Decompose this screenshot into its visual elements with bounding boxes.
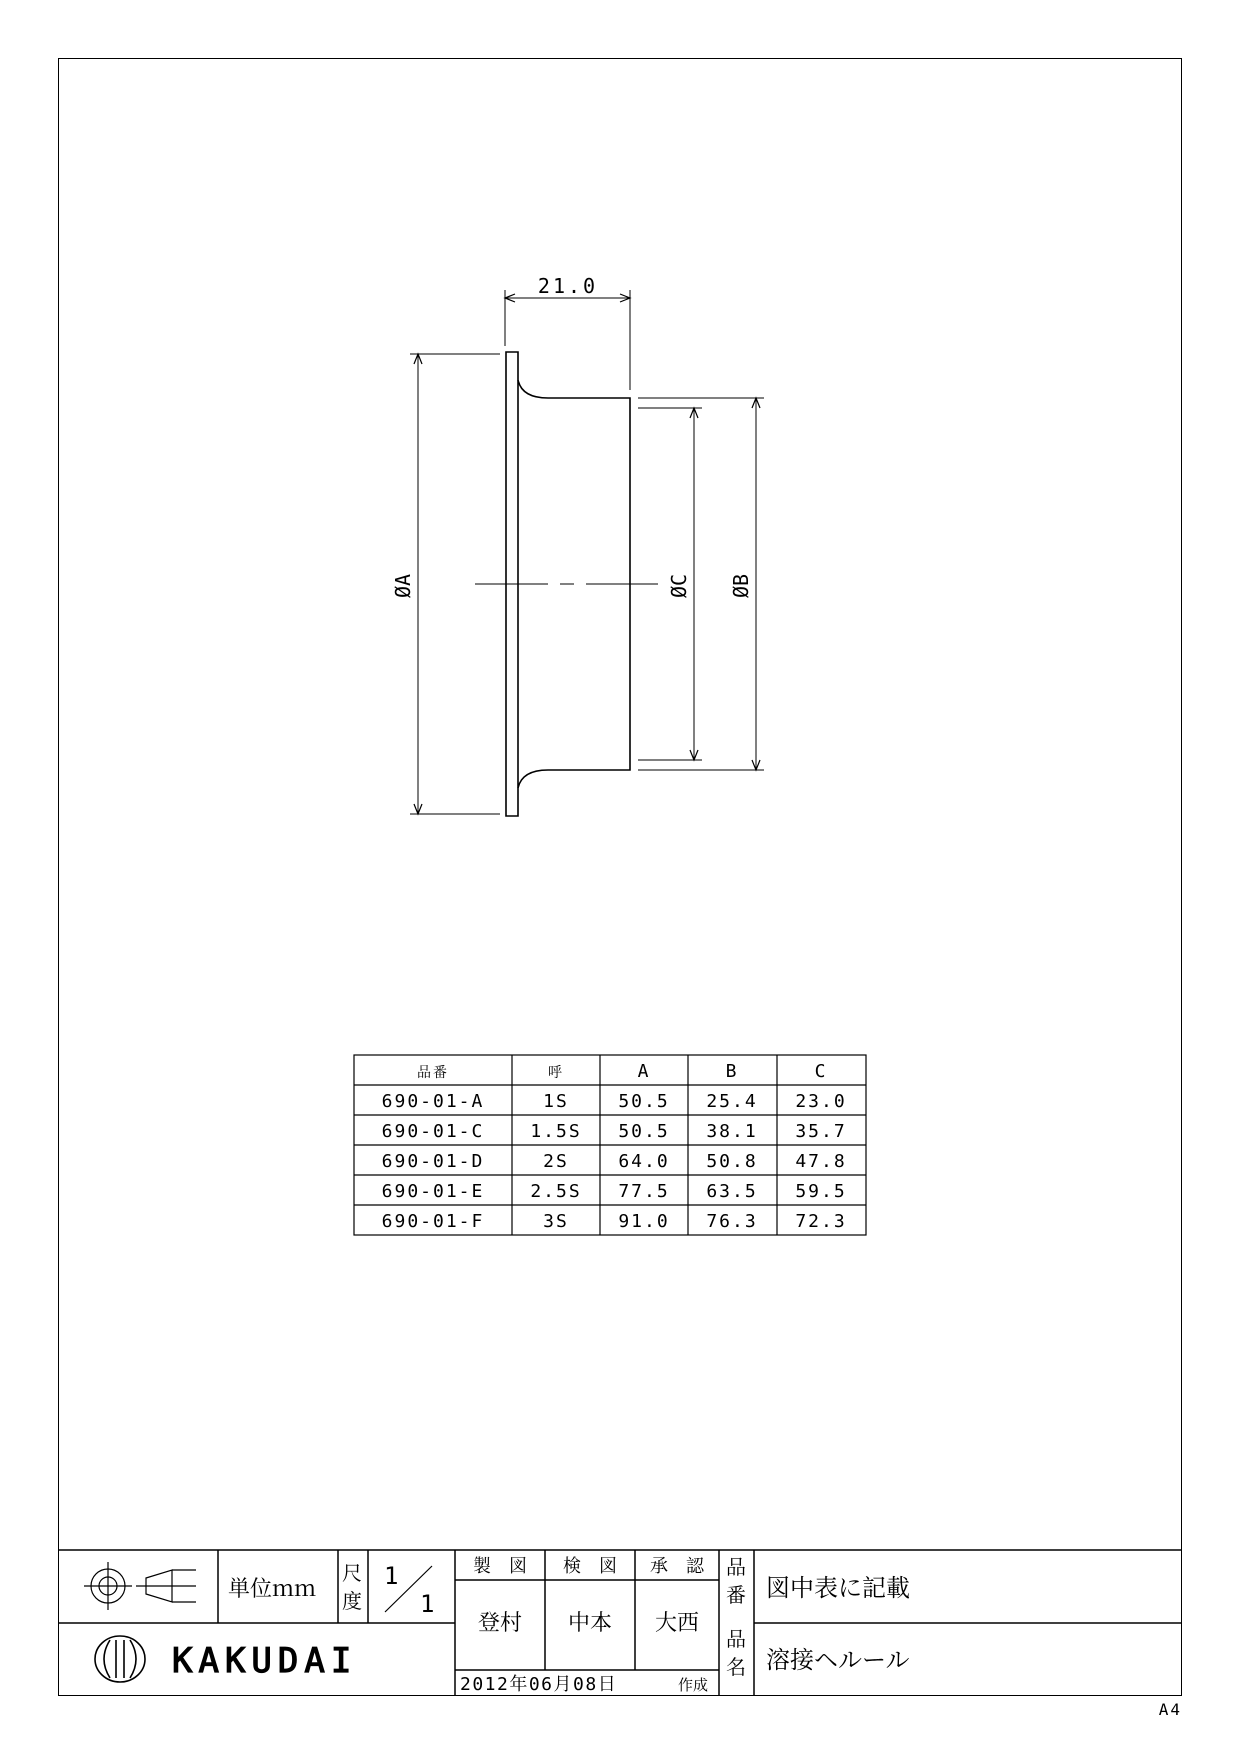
table-cell: 690-01-A (381, 1091, 485, 1112)
table-cell: 77.5 (618, 1181, 670, 1202)
part-no-label: 品 (726, 1555, 746, 1579)
part-no-label: 番 (726, 1583, 746, 1607)
table-cell: 23.0 (795, 1091, 847, 1112)
table-cell: 690-01-F (381, 1211, 485, 1232)
unit-label: 単位ｍｍ (228, 1577, 317, 1602)
table-cell: 64.0 (618, 1151, 670, 1172)
table-cell: 1S (543, 1091, 569, 1112)
part-no: 図中表に記載 (766, 1574, 910, 1602)
part-name-label: 品 (726, 1627, 746, 1651)
table-cell: 38.1 (706, 1121, 758, 1142)
dimension-label-b: ØB (729, 573, 753, 599)
dimension-label-c: ØC (667, 573, 691, 599)
table-cell: 2.5S (530, 1181, 582, 1202)
table-cell: 1.5S (530, 1121, 582, 1142)
dimension-label-a: ØA (391, 573, 415, 599)
table-header: 品番 (417, 1065, 449, 1081)
table-cell: 690-01-C (381, 1121, 485, 1142)
table-cell: 2S (543, 1151, 569, 1172)
table-header: 呼 (548, 1065, 564, 1081)
approved-by: 大西 (654, 1611, 700, 1636)
checked-by-label: 検 図 (563, 1556, 617, 1577)
table-cell: 76.3 (706, 1211, 758, 1232)
scale-denominator: 1 (420, 1590, 435, 1618)
part-name: 溶接ヘルール (766, 1646, 910, 1674)
table-cell: 25.4 (706, 1091, 758, 1112)
created-label: 作成 (678, 1676, 709, 1694)
date: 2012年06月08日 (460, 1674, 618, 1695)
table-cell: 50.5 (618, 1091, 670, 1112)
table-cell: 50.8 (706, 1151, 758, 1172)
table-cell: 35.7 (795, 1121, 847, 1142)
projection-symbol-icon (84, 1562, 196, 1610)
table-header: B (725, 1061, 739, 1082)
part-name-label: 名 (726, 1655, 746, 1679)
table-cell: 690-01-E (381, 1181, 485, 1202)
scale-numerator: 1 (384, 1562, 399, 1590)
checked-by: 中本 (567, 1611, 613, 1636)
table-cell: 59.5 (795, 1181, 847, 1202)
approved-by-label: 承 認 (650, 1556, 704, 1577)
sheet-size: A4 (1158, 1700, 1182, 1719)
company-logo-icon (95, 1636, 145, 1682)
drawn-by-label: 製 図 (473, 1556, 527, 1577)
scale-label: 度 (342, 1589, 362, 1613)
table-cell: 91.0 (618, 1211, 670, 1232)
company-name: KAKUDAI (172, 1641, 358, 1681)
scale-label: 尺 (342, 1561, 362, 1585)
table-cell: 690-01-D (381, 1151, 485, 1172)
table-cell: 50.5 (618, 1121, 670, 1142)
drawn-by: 登村 (477, 1611, 523, 1636)
table-header: C (814, 1061, 828, 1082)
table-cell: 72.3 (795, 1211, 847, 1232)
table-header: A (637, 1061, 651, 1082)
table-cell: 47.8 (795, 1151, 847, 1172)
table-cell: 63.5 (706, 1181, 758, 1202)
table-cell: 3S (543, 1211, 569, 1232)
dimension-label-width: 21.0 (537, 274, 599, 298)
